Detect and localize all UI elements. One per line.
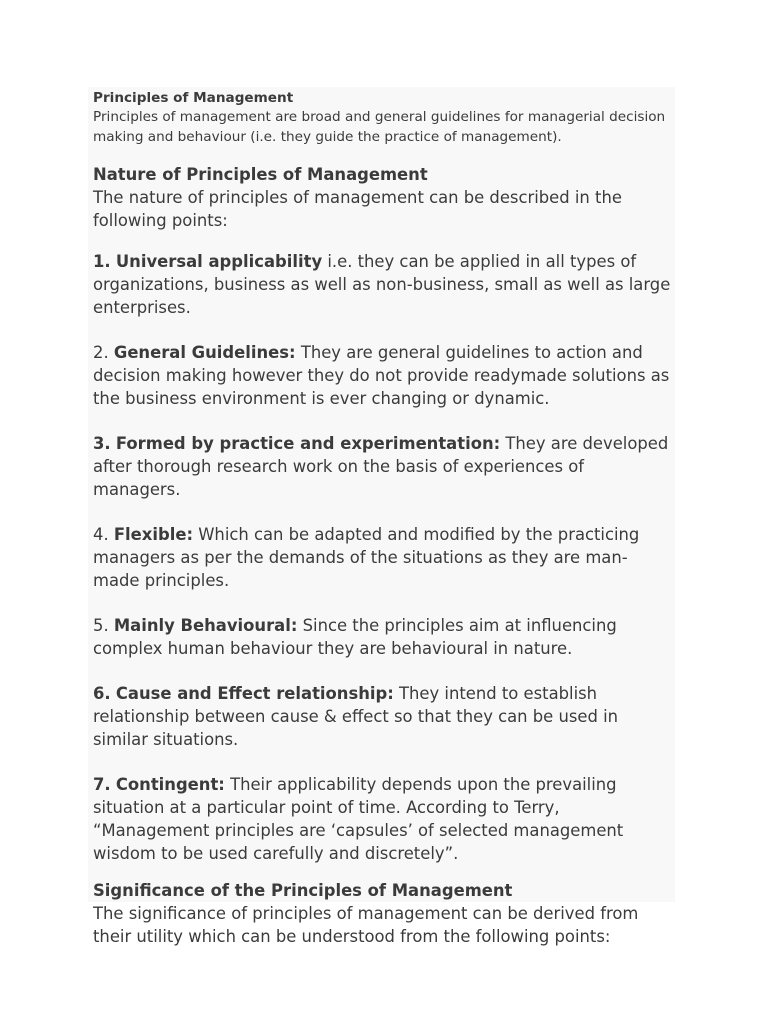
point-mainly-behavioural	[93, 614, 673, 660]
point-formed-by-practice	[93, 432, 673, 501]
point-number: 1.	[93, 252, 111, 271]
intro-title: Principles of Management	[93, 90, 294, 106]
significance-section	[93, 879, 673, 948]
intro-text: Principles of management are broad and general guidelines for managerial decision making and behaviour (i.e. they guide the practice of management).	[93, 109, 666, 145]
point-term: Flexible:	[113, 525, 194, 544]
document-content	[93, 89, 673, 948]
point-separator: .	[103, 616, 114, 635]
point-flexible	[93, 523, 673, 592]
nature-heading: Nature of Principles of Management	[93, 165, 428, 184]
intro-section	[93, 89, 673, 147]
point-separator: .	[103, 525, 114, 544]
nature-section	[93, 163, 673, 232]
nature-text: The nature of principles of management can be described in the following points:	[93, 188, 622, 230]
point-description: They are developed after thorough research work on the basis of experiences of managers.	[93, 434, 669, 499]
point-number: 7.	[93, 775, 111, 794]
point-number: 3.	[93, 434, 111, 453]
point-description: They intend to establish relationship between cause & effect so that they can be used in similar situations.	[93, 684, 619, 749]
significance-heading: Significance of the Principles of Management	[93, 881, 513, 900]
significance-text: The significance of principles of management can be derived from their utility which can be understood from the following points:	[93, 904, 639, 946]
point-term: Cause and Effect relationship:	[115, 684, 394, 703]
point-cause-and-effect	[93, 682, 673, 751]
point-term: General Guidelines:	[113, 343, 296, 362]
point-separator: .	[103, 343, 114, 362]
point-number: 6.	[93, 684, 111, 703]
point-description: Their applicability depends upon the prevailing situation at a particular point of time. According to Terry, “Management principles are ‘capsules’ of selected management wisdom to be used carefully and discretely”.	[93, 775, 624, 863]
point-universal-applicability	[93, 250, 673, 319]
point-term: Universal applicability	[115, 252, 323, 271]
point-description: i.e. they can be applied in all types of organizations, business as well as non-business, small as well as large enterprises.	[93, 252, 671, 317]
point-contingent	[93, 773, 673, 865]
point-term: Formed by practice and experimentation:	[115, 434, 501, 453]
point-description: Since the principles aim at influencing complex human behaviour they are behavioural in nature.	[93, 616, 617, 658]
point-number: 5	[93, 616, 104, 635]
point-term: Contingent:	[115, 775, 225, 794]
point-term: Mainly Behavioural:	[113, 616, 298, 635]
point-general-guidelines	[93, 341, 673, 410]
point-description: Which can be adapted and modified by the practicing managers as per the demands of the situations as they are man-made principles.	[93, 525, 640, 590]
point-number: 4	[93, 525, 104, 544]
point-number: 2	[93, 343, 104, 362]
point-description: They are general guidelines to action and decision making however they do not provide readymade solutions as the business environment is ever changing or dynamic.	[93, 343, 670, 408]
